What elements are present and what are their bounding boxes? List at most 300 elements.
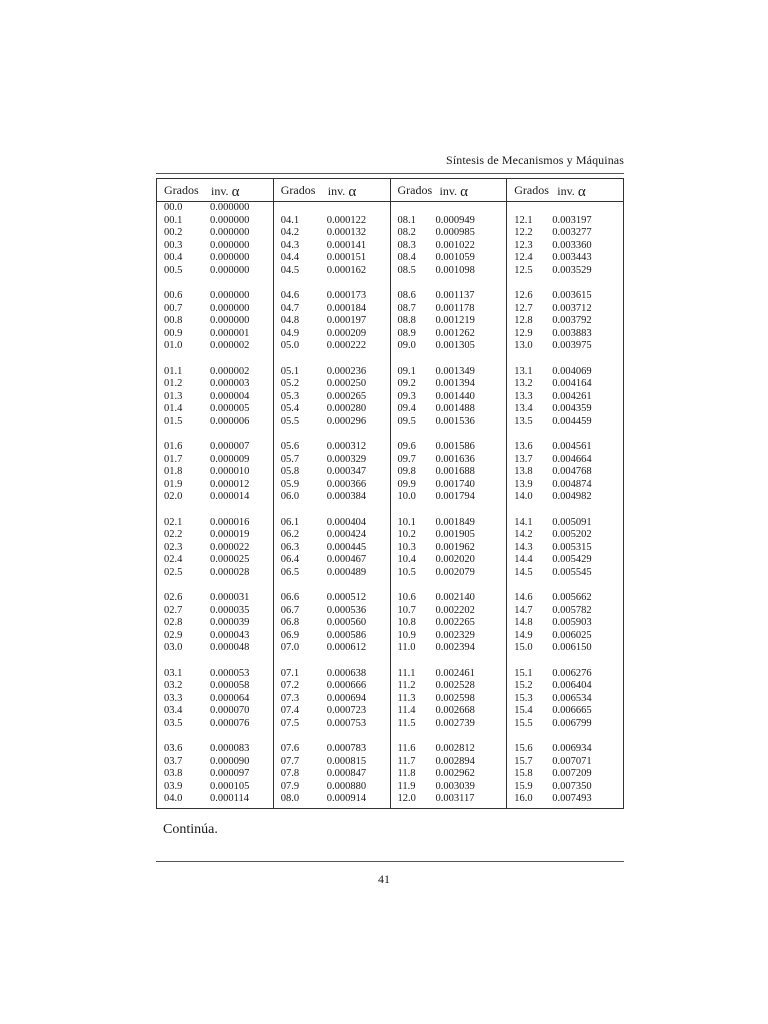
grados-cell: 15.1: [514, 667, 533, 679]
grados-cell: 06.8: [280, 617, 300, 628]
inv-alpha-cell: 0.000265: [326, 390, 367, 402]
inv-alpha-cell: 0.004664: [552, 453, 592, 465]
inv-alpha-cell: 0.002739: [435, 717, 475, 729]
grados-cell: 09.4: [397, 403, 416, 414]
header-inv-alpha: [557, 183, 585, 200]
grados-cell: 05.4: [280, 403, 300, 414]
inv-alpha-cell: 0.001849: [435, 516, 475, 528]
inv-alpha-cell: 0.000280: [326, 403, 367, 414]
inv-alpha-cell: 0.004069: [552, 365, 592, 377]
inv-alpha-cell: 0.006934: [552, 743, 592, 754]
grados-cell: 07.8: [280, 768, 300, 779]
table-row: [157, 642, 273, 655]
inv-alpha-cell: 0.006276: [552, 667, 592, 679]
header-alpha-symbol: α: [348, 184, 357, 200]
table-row: [274, 517, 390, 530]
grados-cell: 05.5: [280, 415, 300, 427]
grados-cell: 08.8: [397, 315, 416, 326]
inv-alpha-cell: 0.000753: [326, 717, 367, 729]
grados-cell: 10.7: [397, 604, 416, 616]
inv-alpha-cell: 0.001688: [435, 466, 475, 477]
table-row: [274, 567, 390, 580]
table-row: [157, 416, 273, 429]
grados-cell: 10.9: [397, 629, 416, 641]
grados-cell: 13.2: [514, 378, 533, 389]
inv-alpha-cell: 0.000028: [210, 566, 250, 578]
inv-alpha-cell: 0.000004: [210, 390, 250, 402]
table-row: [391, 252, 507, 265]
inv-alpha-cell: 0.000005: [210, 403, 250, 414]
table-row: [391, 215, 507, 228]
table-row: [274, 793, 390, 806]
grados-cell: 09.5: [397, 415, 416, 427]
grados-cell: 05.6: [280, 441, 300, 452]
grados-cell: 09.6: [397, 441, 416, 452]
inv-alpha-cell: 0.001394: [435, 378, 475, 389]
inv-alpha-cell: 0.000638: [326, 667, 367, 679]
header-grados: Grados: [514, 183, 549, 197]
table-row: [507, 215, 623, 228]
table-row: [157, 529, 273, 542]
inv-alpha-cell: 0.000783: [326, 743, 367, 754]
header-inv-alpha: [211, 183, 239, 200]
inv-alpha-cell: 0.002329: [435, 629, 475, 641]
inv-alpha-cell: 0.000058: [210, 680, 250, 691]
inv-alpha-cell: 0.002202: [435, 604, 475, 616]
table-row: [391, 378, 507, 391]
grados-cell: 04.0: [164, 793, 183, 804]
inv-alpha-cell: 0.006534: [552, 692, 592, 704]
inv-alpha-cell: 0.000000: [210, 227, 250, 238]
table-row: [274, 605, 390, 618]
grados-cell: 12.9: [514, 327, 533, 339]
table-row: [391, 315, 507, 328]
inv-alpha-cell: 0.002394: [435, 642, 475, 653]
inv-alpha-cell: 0.001178: [435, 302, 475, 314]
table-row: [507, 642, 623, 655]
table-row: [157, 554, 273, 567]
table-row: [507, 605, 623, 618]
table-row: [391, 542, 507, 555]
inv-alpha-cell: 0.004561: [552, 441, 592, 452]
inv-alpha-cell: 0.006150: [552, 642, 592, 653]
table-row: [391, 680, 507, 693]
table-row: [507, 567, 623, 580]
table-row: [157, 403, 273, 416]
table-row: [274, 265, 390, 278]
grados-cell: 08.4: [397, 252, 416, 263]
inv-alpha-cell: 0.000114: [210, 793, 249, 804]
table-row: [274, 718, 390, 731]
grados-cell: 07.6: [280, 743, 300, 754]
grados-cell: 09.2: [397, 378, 416, 389]
inv-alpha-cell: 0.004359: [552, 403, 592, 414]
grados-cell: 02.8: [164, 617, 183, 628]
inv-alpha-cell: 0.002812: [435, 743, 475, 754]
grados-cell: 14.1: [514, 516, 533, 528]
inv-alpha-cell: 0.000445: [326, 541, 367, 553]
table-row: [274, 668, 390, 681]
table-row: [157, 605, 273, 618]
grados-cell: 15.0: [514, 642, 533, 653]
table-row: [274, 290, 390, 303]
table-row: [507, 554, 623, 567]
table-row: [274, 315, 390, 328]
grados-cell: 15.9: [514, 780, 533, 792]
inv-alpha-cell: 0.002079: [435, 566, 475, 578]
table-row: [157, 315, 273, 328]
table-row: [157, 454, 273, 467]
inv-alpha-cell: 0.000000: [210, 302, 250, 314]
grados-cell: 11.8: [397, 768, 416, 779]
table-row: [274, 630, 390, 643]
table-row: [274, 693, 390, 706]
inv-alpha-cell: 0.001794: [435, 491, 475, 502]
grados-cell: 09.0: [397, 340, 416, 351]
grados-cell: 07.2: [280, 680, 300, 691]
table-row: [391, 517, 507, 530]
inv-alpha-cell: 0.000141: [326, 239, 367, 251]
grados-cell: 01.6: [164, 441, 183, 452]
table-row: [391, 479, 507, 492]
grados-cell: 13.9: [514, 478, 533, 490]
grados-cell: 06.4: [280, 554, 300, 565]
table-row: [157, 668, 273, 681]
grados-cell: 04.4: [280, 252, 300, 263]
table-row: [391, 491, 507, 504]
table-row: [274, 743, 390, 756]
grados-cell: 15.5: [514, 717, 533, 729]
inv-alpha-cell: 0.000022: [210, 541, 250, 553]
grados-cell: 01.2: [164, 378, 183, 389]
table-row: [507, 265, 623, 278]
grados-cell: 00.3: [164, 239, 183, 251]
grados-cell: 14.4: [514, 554, 533, 565]
inv-alpha-cell: 0.000001: [210, 327, 250, 339]
table-row: [274, 378, 390, 391]
table-row: [391, 718, 507, 731]
column-header: [274, 179, 390, 202]
inv-alpha-cell: 0.006799: [552, 717, 592, 729]
grados-cell: 14.6: [514, 592, 533, 603]
table-row: [157, 340, 273, 353]
inv-alpha-cell: 0.005782: [552, 604, 592, 616]
grados-cell: 06.6: [280, 592, 300, 603]
table-row: [391, 756, 507, 769]
table-row: [274, 340, 390, 353]
grados-cell: 03.2: [164, 680, 183, 691]
grados-cell: 03.4: [164, 705, 183, 716]
grados-cell: 05.9: [280, 478, 300, 490]
grados-cell: 07.7: [280, 755, 300, 767]
table-row: [274, 680, 390, 693]
continued-note: Continúa.: [163, 822, 218, 837]
table-row: [391, 768, 507, 781]
inv-alpha-cell: 0.003712: [552, 302, 592, 314]
grados-cell: 01.1: [164, 365, 183, 377]
grados-cell: 07.3: [280, 692, 300, 704]
table-row: [157, 718, 273, 731]
grados-cell: 09.7: [397, 453, 416, 465]
inv-alpha-cell: 0.000151: [326, 252, 367, 263]
table-row: [157, 290, 273, 303]
table-row: [391, 705, 507, 718]
inv-alpha-cell: 0.000949: [435, 214, 475, 226]
grados-cell: 15.7: [514, 755, 533, 767]
inv-alpha-cell: 0.004768: [552, 466, 592, 477]
inv-alpha-cell: 0.000010: [210, 466, 250, 477]
grados-cell: 02.6: [164, 592, 183, 603]
inv-alpha-cell: 0.000347: [326, 466, 367, 477]
grados-cell: 14.0: [514, 491, 533, 502]
grados-cell: 02.1: [164, 516, 183, 528]
inv-alpha-cell: 0.000007: [210, 441, 250, 452]
grados-cell: 08.1: [397, 214, 416, 226]
grados-cell: 03.1: [164, 667, 183, 679]
grados-cell: 13.4: [514, 403, 533, 414]
table-row: [274, 366, 390, 379]
inv-alpha-cell: 0.000122: [326, 214, 367, 226]
grados-cell: 08.3: [397, 239, 416, 251]
inv-alpha-cell: 0.004982: [552, 491, 592, 502]
grados-cell: 12.7: [514, 302, 533, 314]
table-row: [507, 454, 623, 467]
inv-alpha-cell: 0.003529: [552, 264, 592, 276]
table-row: [507, 391, 623, 404]
inv-alpha-cell: 0.003117: [435, 793, 475, 804]
inv-alpha-cell: 0.006404: [552, 680, 592, 691]
inv-alpha-cell: 0.002894: [435, 755, 475, 767]
grados-cell: 07.0: [280, 642, 300, 653]
inv-alpha-cell: 0.000009: [210, 453, 250, 465]
involute-function-table: [156, 178, 624, 809]
table-row: [391, 693, 507, 706]
inv-alpha-cell: 0.000209: [326, 327, 367, 339]
inv-alpha-cell: 0.000048: [210, 642, 250, 653]
table-row: [391, 793, 507, 806]
grados-cell: 04.2: [280, 227, 300, 238]
table-row: [507, 479, 623, 492]
grados-cell: 10.8: [397, 617, 416, 628]
inv-alpha-cell: 0.003443: [552, 252, 592, 263]
grados-cell: 11.5: [397, 717, 416, 729]
grados-cell: 06.3: [280, 541, 300, 553]
table-row: [391, 466, 507, 479]
grados-cell: 15.2: [514, 680, 533, 691]
inv-alpha-cell: 0.003792: [552, 315, 592, 326]
table-row: [507, 680, 623, 693]
table-row: [274, 554, 390, 567]
grados-cell: 03.0: [164, 642, 183, 653]
table-row: [507, 290, 623, 303]
table-row: [507, 668, 623, 681]
inv-alpha-cell: 0.002528: [435, 680, 475, 691]
grados-cell: 06.7: [280, 604, 300, 616]
inv-alpha-cell: 0.006665: [552, 705, 592, 716]
table-row: [157, 378, 273, 391]
grados-cell: 10.6: [397, 592, 416, 603]
grados-cell: 00.4: [164, 252, 183, 263]
grados-cell: 10.1: [397, 516, 416, 528]
grados-cell: 00.2: [164, 227, 183, 238]
grados-cell: 07.9: [280, 780, 300, 792]
inv-alpha-cell: 0.000560: [326, 617, 367, 628]
inv-alpha-cell: 0.003615: [552, 290, 592, 301]
inv-alpha-cell: 0.000000: [210, 239, 250, 251]
table-row: [274, 328, 390, 341]
table-row: [507, 441, 623, 454]
header-alpha-symbol: α: [460, 184, 468, 200]
inv-alpha-cell: 0.001488: [435, 403, 475, 414]
inv-alpha-cell: 0.002598: [435, 692, 475, 704]
inv-alpha-cell: 0.000880: [326, 780, 367, 792]
grados-cell: 04.5: [280, 264, 300, 276]
grados-cell: 01.0: [164, 340, 183, 351]
grados-cell: 14.8: [514, 617, 533, 628]
table-row: [507, 705, 623, 718]
inv-alpha-cell: 0.002962: [435, 768, 475, 779]
grados-cell: 00.5: [164, 264, 183, 276]
grados-cell: 02.3: [164, 541, 183, 553]
grados-cell: 11.6: [397, 743, 416, 754]
inv-alpha-cell: 0.001098: [435, 264, 475, 276]
inv-alpha-cell: 0.004874: [552, 478, 592, 490]
inv-alpha-cell: 0.000012: [210, 478, 250, 490]
table-row: [157, 202, 273, 215]
table-row: [157, 441, 273, 454]
grados-cell: 12.0: [397, 793, 416, 804]
footer-rule: [156, 861, 624, 862]
grados-cell: 10.3: [397, 541, 416, 553]
table-row: [391, 265, 507, 278]
grados-cell: 14.7: [514, 604, 533, 616]
inv-alpha-cell: 0.000184: [326, 302, 367, 314]
table-column-3: [391, 179, 508, 808]
inv-alpha-cell: 0.000296: [326, 415, 367, 427]
grados-cell: 02.9: [164, 629, 183, 641]
grados-cell: 03.9: [164, 780, 183, 792]
inv-alpha-cell: 0.005091: [552, 516, 592, 528]
inv-alpha-cell: 0.000070: [210, 705, 250, 716]
table-row: [157, 693, 273, 706]
grados-cell: 14.9: [514, 629, 533, 641]
inv-alpha-cell: 0.000329: [326, 453, 367, 465]
inv-alpha-cell: 0.000586: [326, 629, 367, 641]
inv-alpha-cell: 0.000090: [210, 755, 250, 767]
grados-cell: 11.0: [397, 642, 416, 653]
table-row: [507, 542, 623, 555]
inv-alpha-cell: 0.004459: [552, 415, 592, 427]
table-row: [391, 529, 507, 542]
grados-cell: 03.3: [164, 692, 183, 704]
table-row: [507, 781, 623, 794]
table-row: [507, 793, 623, 806]
table-row: [274, 642, 390, 655]
inv-alpha-cell: 0.000105: [210, 780, 250, 792]
table-row: [274, 252, 390, 265]
inv-alpha-cell: 0.000002: [210, 365, 250, 377]
grados-cell: 10.5: [397, 566, 416, 578]
grados-cell: 13.8: [514, 466, 533, 477]
grados-cell: 12.6: [514, 290, 533, 301]
inv-alpha-cell: 0.005429: [552, 554, 592, 565]
grados-cell: 05.0: [280, 340, 300, 351]
inv-alpha-cell: 0.000366: [326, 478, 367, 490]
table-row: [391, 240, 507, 253]
table-row: [391, 391, 507, 404]
grados-cell: 04.6: [280, 290, 300, 301]
header-grados: Grados: [280, 183, 316, 197]
table-row: [157, 252, 273, 265]
grados-cell: 08.0: [280, 793, 300, 804]
table-row: [274, 617, 390, 630]
inv-alpha-cell: 0.000815: [326, 755, 367, 767]
table-row: [157, 215, 273, 228]
inv-alpha-cell: 0.002140: [435, 592, 475, 603]
grados-cell: 06.5: [280, 566, 300, 578]
grados-cell: 13.3: [514, 390, 533, 402]
table-row: [507, 529, 623, 542]
inv-alpha-cell: 0.000312: [326, 441, 367, 452]
table-row: [157, 756, 273, 769]
table-row: [391, 554, 507, 567]
grados-cell: 12.8: [514, 315, 533, 326]
inv-alpha-cell: 0.000039: [210, 617, 250, 628]
table-row: [274, 454, 390, 467]
grados-cell: 13.5: [514, 415, 533, 427]
table-row: [391, 441, 507, 454]
inv-alpha-cell: 0.002461: [435, 667, 475, 679]
table-row: [391, 743, 507, 756]
inv-alpha-cell: 0.001740: [435, 478, 475, 490]
inv-alpha-cell: 0.007493: [552, 793, 592, 804]
grados-cell: 07.5: [280, 717, 300, 729]
table-row: [391, 605, 507, 618]
table-row: [391, 328, 507, 341]
header-inv-alpha: [440, 183, 468, 200]
inv-alpha-cell: 0.001349: [435, 365, 475, 377]
inv-alpha-cell: 0.001636: [435, 453, 475, 465]
inv-alpha-cell: 0.000000: [210, 252, 250, 263]
table-column-1: [157, 179, 274, 808]
inv-alpha-cell: 0.000003: [210, 378, 250, 389]
inv-alpha-cell: 0.000132: [326, 227, 367, 238]
table-row: [274, 768, 390, 781]
inv-alpha-cell: 0.000000: [210, 214, 250, 226]
column-header: [507, 179, 623, 202]
table-row: [157, 630, 273, 643]
inv-alpha-cell: 0.001059: [435, 252, 475, 263]
column-header: [391, 179, 507, 202]
inv-alpha-cell: 0.000031: [210, 592, 250, 603]
grados-cell: 01.5: [164, 415, 183, 427]
page-number: 41: [378, 872, 390, 886]
inv-alpha-cell: 0.000847: [326, 768, 367, 779]
inv-alpha-cell: 0.000222: [326, 340, 367, 351]
inv-alpha-cell: 0.000512: [326, 592, 367, 603]
grados-cell: 15.8: [514, 768, 533, 779]
inv-alpha-cell: 0.001905: [435, 529, 475, 540]
inv-alpha-cell: 0.003360: [552, 239, 592, 251]
table-row: [274, 240, 390, 253]
table-row: [507, 466, 623, 479]
inv-alpha-cell: 0.004261: [552, 390, 592, 402]
inv-alpha-cell: 0.000612: [326, 642, 367, 653]
table-row: [507, 693, 623, 706]
grados-cell: 07.4: [280, 705, 300, 716]
inv-alpha-cell: 0.001536: [435, 415, 475, 427]
grados-cell: 04.7: [280, 302, 300, 314]
